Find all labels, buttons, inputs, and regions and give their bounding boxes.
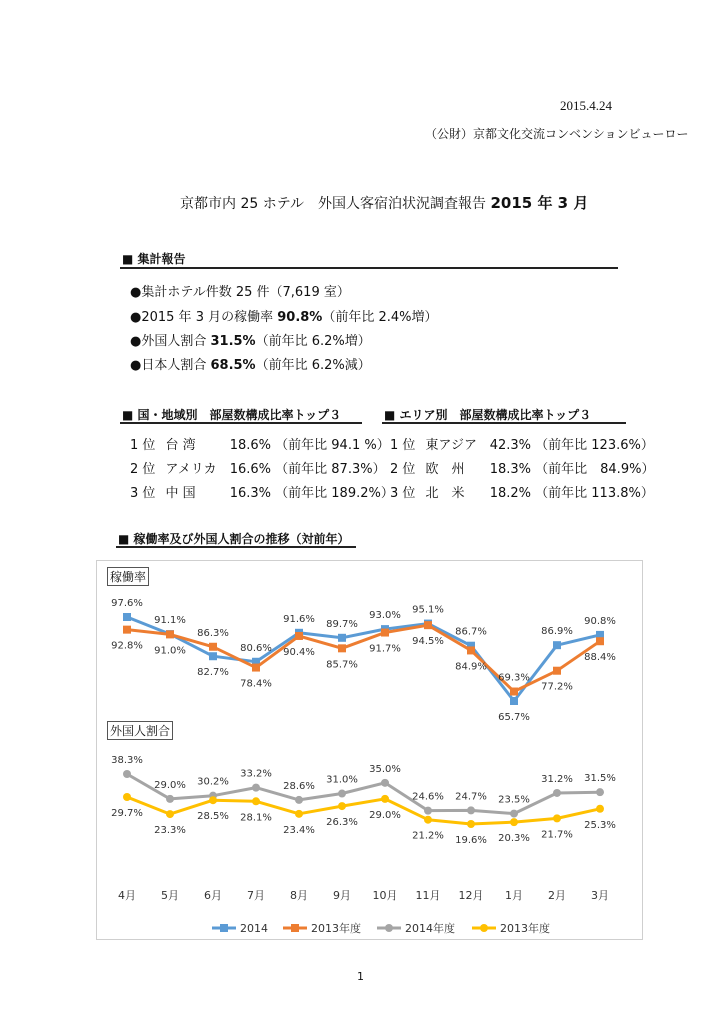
area-name: 北 米	[425, 486, 465, 501]
legend-label: 2014年度	[405, 922, 455, 935]
country-name: 中 国	[165, 486, 196, 501]
x-tick-label: 3月	[591, 889, 609, 902]
data-label: 86.7%	[455, 626, 487, 638]
data-label: 93.0%	[369, 610, 401, 622]
title-main: 京都市内 25 ホテル 外国人客宿泊状況調査報告	[180, 196, 487, 212]
country-name: 台 湾	[165, 438, 196, 453]
organization-name: （公財）京都文化交流コンベンションビューロー	[425, 127, 689, 141]
data-label: 65.7%	[498, 712, 530, 723]
data-label: 95.1%	[412, 604, 444, 616]
rank-number: 2 位	[390, 462, 416, 477]
rank-number: 3 位	[130, 486, 156, 501]
data-label: 29.7%	[111, 808, 143, 819]
data-point	[123, 613, 131, 621]
data-label: 90.8%	[584, 615, 616, 627]
data-label: 91.0%	[154, 645, 186, 657]
data-label: 97.6%	[111, 598, 143, 609]
summary-text: 日本人割合	[141, 358, 211, 373]
data-label: 23.3%	[154, 825, 186, 837]
data-point	[596, 788, 604, 796]
x-tick-label: 12月	[458, 889, 484, 902]
chart-title-foreign-ratio: 外国人割合	[107, 721, 173, 740]
x-tick-label: 10月	[372, 889, 398, 902]
data-label: 80.6%	[240, 642, 272, 654]
data-point	[424, 621, 432, 629]
data-point	[252, 784, 260, 792]
data-label: 31.5%	[584, 773, 616, 785]
yoy-change: （前年比 189.2%）	[275, 486, 394, 501]
data-point	[467, 820, 475, 828]
data-label: 33.2%	[240, 768, 272, 780]
share-value: 16.3%	[229, 486, 271, 501]
data-point	[295, 632, 303, 640]
data-label: 86.3%	[197, 627, 229, 639]
yoy-change: （前年比 84.9%）	[535, 462, 655, 477]
x-tick-label: 5月	[161, 889, 179, 902]
bullet: ●	[130, 285, 142, 300]
data-label: 78.4%	[240, 678, 272, 690]
rank-number: 3 位	[390, 486, 416, 501]
data-label: 30.2%	[197, 776, 229, 788]
share-value: 42.3%	[489, 438, 531, 453]
summary-text: 2015 年 3 月の稼働率	[141, 310, 278, 325]
data-label: 82.7%	[197, 667, 229, 679]
data-label: 21.2%	[412, 830, 444, 842]
data-label: 86.9%	[541, 626, 573, 638]
data-point	[166, 630, 174, 638]
data-label: 19.6%	[455, 835, 487, 846]
yoy-change: （前年比 94.1 %）	[275, 438, 390, 453]
area-name: 東アジア	[425, 438, 478, 453]
data-label: 29.0%	[154, 779, 186, 791]
data-point	[553, 789, 561, 797]
legend-marker	[291, 924, 299, 932]
data-point	[209, 652, 217, 660]
title-period: 2015 年 3 月	[490, 194, 589, 212]
x-tick-label: 2月	[548, 889, 566, 902]
rank-number: 1 位	[130, 438, 156, 453]
share-value: 18.3%	[489, 462, 531, 477]
data-label: 90.4%	[283, 647, 315, 658]
yoy-change: （前年比 123.6%）	[535, 438, 654, 453]
data-point	[295, 796, 303, 804]
legend-label: 2013年度	[500, 922, 550, 935]
bullet: ●	[130, 358, 142, 373]
data-point	[553, 641, 561, 649]
report-date: 2015.4.24	[560, 98, 612, 113]
data-label: 24.6%	[412, 791, 444, 803]
data-point	[338, 790, 346, 798]
summary-change: （前年比 6.2%増）	[255, 334, 371, 349]
data-point	[424, 816, 432, 824]
data-point	[596, 637, 604, 645]
area-ranking-heading: ■ エリア別 部屋数構成比率トップ３	[384, 408, 592, 422]
data-point	[510, 688, 518, 696]
data-point	[381, 779, 389, 787]
data-point	[209, 796, 217, 804]
data-label: 84.9%	[455, 661, 487, 673]
bullet: ●	[130, 310, 142, 325]
area-name: 欧 州	[425, 462, 465, 477]
data-point	[510, 697, 518, 705]
rank-number: 1 位	[390, 438, 416, 453]
data-label: 23.4%	[283, 824, 315, 836]
yoy-change: （前年比 113.8%）	[535, 486, 654, 501]
data-point	[467, 806, 475, 814]
data-point	[209, 643, 217, 651]
data-label: 38.3%	[111, 755, 143, 766]
country-name: アメリカ	[165, 462, 217, 477]
data-label: 28.1%	[240, 812, 272, 824]
summary-value: 68.5%	[210, 358, 256, 373]
data-point	[252, 797, 260, 805]
data-label: 91.6%	[283, 613, 315, 625]
legend-marker	[480, 924, 488, 932]
x-tick-label: 1月	[505, 889, 523, 902]
data-point	[553, 667, 561, 675]
data-label: 20.3%	[498, 833, 530, 845]
legend-label: 2014	[240, 922, 268, 935]
data-label: 69.3%	[498, 672, 530, 684]
share-value: 18.2%	[489, 486, 531, 501]
data-label: 29.0%	[369, 809, 401, 821]
summary-change: （前年比 6.2%減）	[255, 358, 371, 373]
data-point	[338, 644, 346, 652]
data-label: 85.7%	[326, 659, 358, 671]
yoy-change: （前年比 87.3%）	[275, 462, 386, 477]
data-label: 77.2%	[541, 681, 573, 693]
data-label: 31.2%	[541, 774, 573, 785]
data-point	[467, 646, 475, 654]
data-label: 88.4%	[584, 652, 616, 664]
country-ranking-heading: ■ 国・地域別 部屋数構成比率トップ３	[122, 408, 342, 422]
data-point	[123, 626, 131, 634]
data-label: 28.5%	[197, 811, 229, 823]
data-point	[252, 664, 260, 672]
data-point	[338, 634, 346, 642]
rank-number: 2 位	[130, 462, 156, 477]
data-label: 31.0%	[326, 774, 358, 786]
summary-value: 90.8%	[277, 310, 323, 325]
data-point	[424, 807, 432, 815]
bullet: ●	[130, 334, 142, 349]
data-point	[381, 629, 389, 637]
data-point	[338, 802, 346, 810]
x-tick-label: 9月	[333, 889, 351, 902]
page-number: 1	[357, 970, 364, 983]
x-tick-label: 6月	[204, 889, 222, 902]
data-label: 28.6%	[283, 780, 315, 792]
x-tick-label: 11月	[415, 889, 441, 902]
data-point	[295, 810, 303, 818]
x-tick-label: 8月	[290, 889, 308, 902]
x-tick-label: 4月	[118, 889, 136, 902]
summary-text: 外国人割合	[141, 334, 211, 349]
data-label: 94.5%	[412, 636, 444, 648]
data-label: 24.7%	[455, 791, 487, 803]
data-point	[123, 770, 131, 778]
legend-label: 2013年度	[311, 922, 361, 935]
data-point	[553, 814, 561, 822]
data-label: 35.0%	[369, 763, 401, 775]
share-value: 18.6%	[229, 438, 271, 453]
data-point	[596, 805, 604, 813]
data-label: 91.7%	[369, 643, 401, 655]
data-label: 21.7%	[541, 829, 573, 841]
data-label: 91.1%	[154, 615, 186, 627]
summary-change: （前年比 2.4%増）	[322, 310, 438, 325]
summary-heading: ■ 集計報告	[122, 252, 186, 266]
data-point	[123, 793, 131, 801]
data-label: 25.3%	[584, 819, 616, 831]
summary-value: 31.5%	[210, 334, 256, 349]
data-label: 89.7%	[326, 618, 358, 630]
legend-marker	[385, 924, 393, 932]
summary-text: 集計ホテル件数 25 件（7,619 室）	[141, 285, 350, 300]
data-label: 23.5%	[498, 794, 530, 806]
data-point	[166, 795, 174, 803]
data-point	[166, 810, 174, 818]
data-point	[381, 795, 389, 803]
legend-marker	[220, 924, 228, 932]
data-point	[510, 810, 518, 818]
data-point	[510, 818, 518, 826]
share-value: 16.6%	[229, 462, 271, 477]
chart-title-occupancy: 稼働率	[107, 567, 149, 586]
data-label: 26.3%	[326, 817, 358, 829]
chart-section-heading: ■ 稼働率及び外国人割合の推移（対前年）	[118, 532, 350, 546]
x-tick-label: 7月	[247, 889, 265, 902]
data-label: 92.8%	[111, 640, 143, 652]
